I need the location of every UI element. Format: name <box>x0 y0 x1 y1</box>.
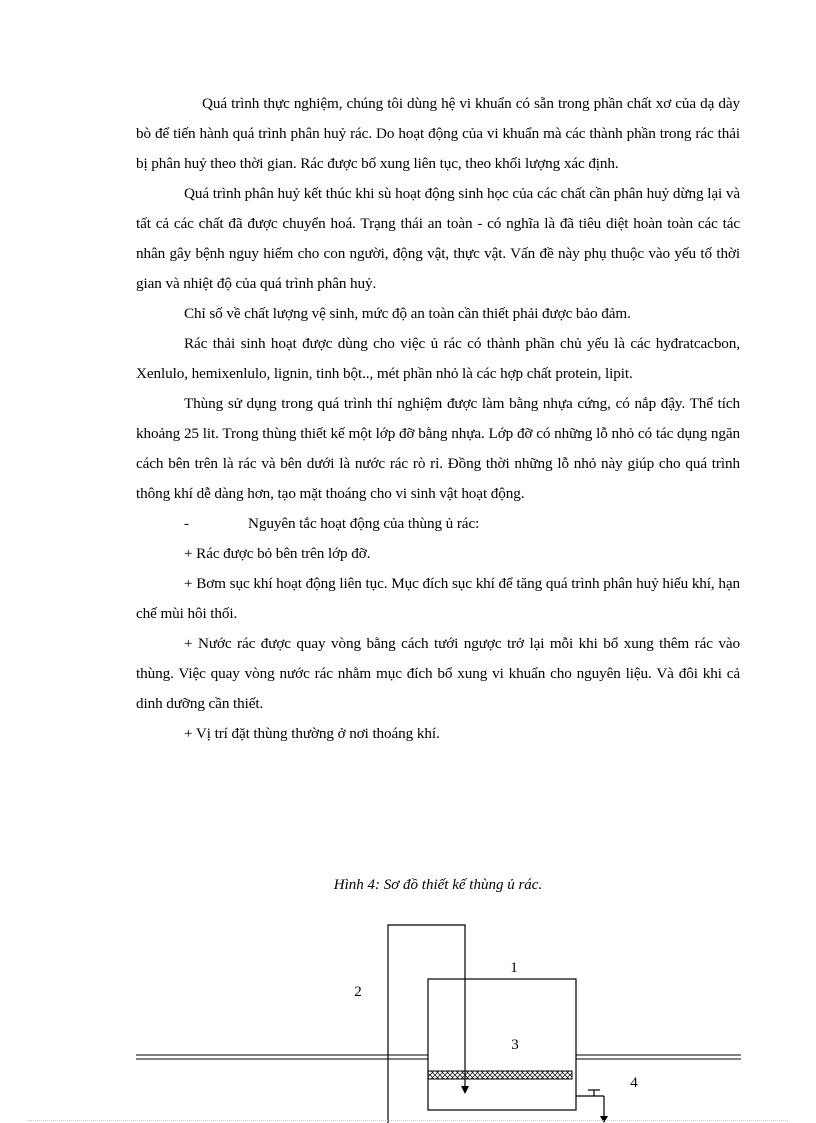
figure-caption: Hình 4: Sơ đồ thiết kế thùng ủ rác. <box>333 877 543 893</box>
compost-bin-diagram <box>0 910 816 1123</box>
bin-body <box>428 979 576 1110</box>
paragraph-bin-description: Thùng sử dụng trong quá trình thí nghiệm được làm bằng nhựa cứng, có nắp đậy. Thể tích khoảng 25 lit. Trong thùng thiết kế một lớp đỡ bằng nhựa. Lớp đỡ có những lỗ nhỏ có tác dụng ngăn cách bên trên là rác và bên dưới là nước rác rò rỉ. Đồng thời những lỗ nhỏ này giúp cho quá trình thông khí dễ dàng hơn, tạo mặt thoáng cho vi sinh vật hoạt động. <box>136 395 740 502</box>
label-waste: 3 <box>511 1037 519 1053</box>
paragraph-hygiene: Chỉ số về chất lượng vệ sinh, mức độ an toàn cần thiết phải được bảo đảm. <box>184 305 631 322</box>
paragraph-intro: Quá trình thực nghiệm, chúng tôi dùng hệ vi khuẩn có sẵn trong phần chất xơ của dạ dày bò để tiến hành quá trình phân huỷ rác. Do hoạt động của vi khuẩn mà các thành phần trong rác thải bị phân huỷ theo thời gian. Rác được bổ xung liên tục, theo khối lượng xác định. <box>136 95 740 172</box>
label-drain: 4 <box>630 1075 638 1091</box>
list-dash: - <box>184 515 189 532</box>
principle-heading: Nguyên tắc hoạt động của thùng ủ rác: <box>248 515 480 532</box>
support-layer <box>428 1071 572 1079</box>
principle-item: + Bơm sục khí hoạt động liên tục. Mục đích sục khí để tăng quá trình phân huỷ hiếu khí, hạn chế mùi hôi thối. <box>136 575 740 622</box>
label-pipe: 2 <box>354 984 362 1000</box>
label-lid: 1 <box>510 960 518 976</box>
drain-valve <box>576 1090 608 1123</box>
page-bottom-edge <box>28 1120 788 1121</box>
paragraph-waste-composition: Rác thải sinh hoạt được dùng cho việc ủ rác có thành phần chủ yếu là các hyđratcacbon, Xenlulo, hemixenlulo, lignin, tinh bột.., mét phần nhỏ là các hợp chất protein, lipit. <box>136 335 740 382</box>
pipe-arrow-head <box>461 1086 469 1094</box>
principle-item: + Rác được bỏ bên trên lớp đỡ. <box>184 545 371 562</box>
ground-line-right <box>576 1055 741 1059</box>
principle-item: + Vị trí đặt thùng thường ở nơi thoáng khí. <box>184 725 440 742</box>
recirculation-pipe <box>388 925 465 1123</box>
body-text <box>136 89 740 749</box>
paragraph-decomposition: Quá trình phân huỷ kết thúc khi sù hoạt động sinh học của các chất cần phân huỷ dừng lại và tất cả các chất đã được chuyển hoá. Trạng thái an toàn - có nghĩa là đã tiêu diệt hoàn toàn các tác nhân gây bệnh nguy hiểm cho con người, động vật, thực vật. Vấn đề này phụ thuộc vào yếu tố thời gian và nhiệt độ của quá trình phân huỷ. <box>136 185 740 292</box>
ground-line-left <box>136 1055 428 1059</box>
principle-item: + Nước rác được quay vòng bằng cách tưới ngược trở lại mỗi khi bổ xung thêm rác vào thùng. Việc quay vòng nước rác nhằm mục đích bổ xung vi khuẩn cho nguyên liệu. Và đôi khi cả dinh dưỡng cần thiết. <box>136 635 740 712</box>
principle-heading-line <box>136 509 740 539</box>
